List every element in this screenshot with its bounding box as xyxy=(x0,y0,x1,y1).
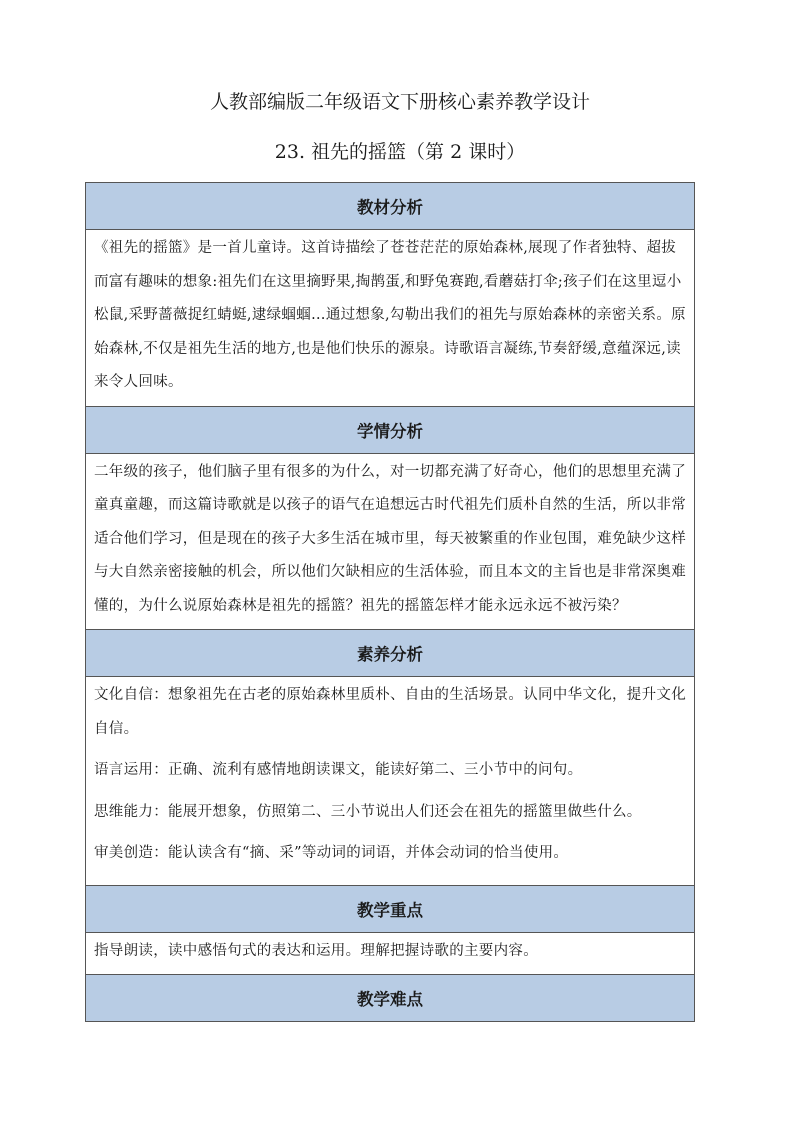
section-paragraph: 《祖先的摇篮》是一首儿童诗。这首诗描绘了苍苍茫茫的原始森林,展现了作者独特、超拔而富有趣味的想象:祖先们在这里摘野果,掏鹊蛋,和野兔赛跑,看蘑菇打伞;孩子们在这里逗小松鼠,采野蔷薇捉红蜻蜓,逮绿蝈蝈…通过想象,勾勒出我们的祖先与原始森林的亲密关系。原始森林,不仅是祖先生活的地方,也是他们快乐的源泉。诗歌语言凝练,节奏舒缓,意蕴深远,读来令人回味。 xyxy=(94,240,686,390)
section-body xyxy=(86,677,695,886)
section-heading: 教学重点 xyxy=(86,885,695,932)
section-body xyxy=(86,230,695,407)
section-paragraph: 审美创造：能认读含有“摘、采”等动词的词语，并体会动词的恰当使用。 xyxy=(94,845,569,861)
section-heading: 学情分析 xyxy=(86,406,695,453)
section-paragraph: 思维能力：能展开想象，仿照第二、三小节说出人们还会在祖先的摇篮里做些什么。 xyxy=(94,803,642,820)
section-heading: 素养分析 xyxy=(86,630,695,677)
lesson-design-table xyxy=(85,182,695,1022)
section-paragraph: 语言运用：正确、流利有感情地朗读课文，能读好第二、三小节中的问句。 xyxy=(94,762,583,778)
section-heading: 教学难点 xyxy=(86,975,695,1022)
section-heading: 教材分析 xyxy=(86,183,695,230)
lesson-subtitle: 23. 祖先的摇篮（第 2 课时） xyxy=(274,141,526,163)
section-paragraph: 文化自信：想象祖先在古老的原始森林里质朴、自由的生活场景。认同中华文化，提升文化自信。 xyxy=(94,687,686,737)
document-title: 人教部编版二年级语文下册核心素养教学设计 xyxy=(209,91,590,113)
section-paragraph: 指导朗读，读中感悟句式的表达和运用。理解把握诗歌的主要内容。 xyxy=(94,942,538,959)
section-body xyxy=(86,932,695,975)
section-paragraph: 二年级的孩子，他们脑子里有很多的为什么，对一切都充满了好奇心，他们的思想里充满了童真童趣，而这篇诗歌就是以孩子的语气在追想远古时代祖先们质朴自然的生活，所以非常适合他们学习，但是现在的孩子大多生活在城市里，每天被繁重的作业包围，难免缺少这样与大自然亲密接触的机会，所以他们欠缺相应的生活体验，而且本文的主旨也是非常深奥难懂的，为什么说原始森林是祖先的摇篮？祖先的摇篮怎样才能永远永远不被污染？ xyxy=(94,463,686,614)
section-body xyxy=(86,453,695,630)
